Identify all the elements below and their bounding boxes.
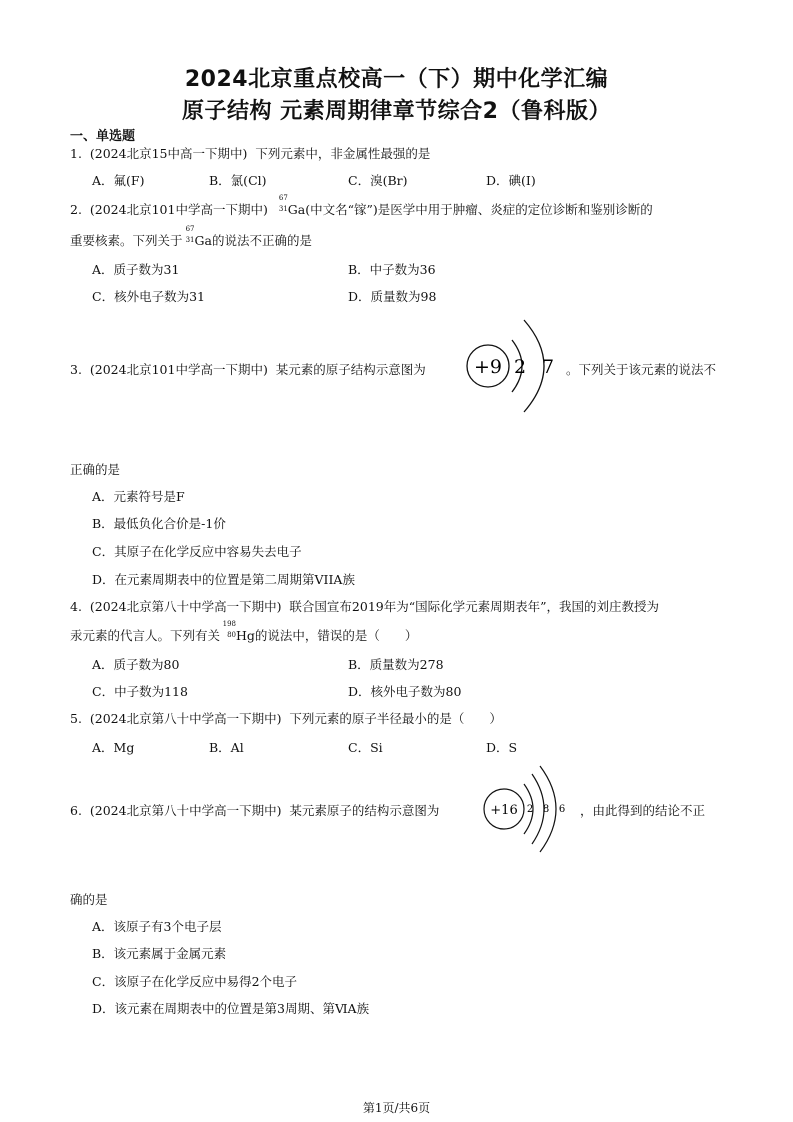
question-2-stem xyxy=(70,194,653,218)
element-symbol: Ga xyxy=(287,202,306,217)
q3-option-d[interactable]: D．在元素周期表中的位置是第二周期第VIIA族 xyxy=(92,572,355,587)
question-text: 某元素原子的结构示意图为 xyxy=(289,803,440,818)
q5-option-a[interactable]: A．Mg xyxy=(92,740,135,755)
isotope-notation: 67 31 xyxy=(185,225,195,244)
q4-option-c[interactable]: C．中子数为118 xyxy=(92,684,188,699)
question-number: 5. xyxy=(70,711,82,726)
q1-option-c[interactable]: C．溴(Br) xyxy=(348,173,408,188)
question-3-stem-cont: 。下列关于该元素的说法不 xyxy=(566,362,717,377)
question-number: 1. xyxy=(70,146,82,161)
q3-option-a[interactable]: A．元素符号是F xyxy=(92,489,185,504)
section-heading: 一、单选题 xyxy=(70,129,136,144)
question-number: 6. xyxy=(70,803,82,818)
question-source: (2024北京第八十中学高一下期中) xyxy=(89,803,282,818)
question-5-stem xyxy=(70,709,502,727)
q6-option-b[interactable]: B．该元素属于金属元素 xyxy=(92,946,227,961)
q1-option-d[interactable]: D．碘(I) xyxy=(486,173,536,188)
shell-electron-count: 2 xyxy=(526,804,534,815)
question-6-stem-end: 确的是 xyxy=(70,892,108,907)
element-symbol: Ga xyxy=(194,233,212,248)
question-1-stem xyxy=(70,144,430,162)
q2-option-b[interactable]: B．中子数为36 xyxy=(348,262,436,277)
shell-electron-count: 2 xyxy=(513,356,527,378)
nucleus-charge: +16 xyxy=(490,803,518,818)
question-2-stem-cont xyxy=(70,225,312,249)
nucleus-charge: +9 xyxy=(473,356,503,378)
question-text: 某元素的原子结构示意图为 xyxy=(275,362,426,377)
question-6-stem-cont: ，由此得到的结论不正 xyxy=(580,803,706,818)
q6-option-c[interactable]: C．该原子在化学反应中易得2个电子 xyxy=(92,974,298,989)
question-3-stem xyxy=(70,360,426,378)
question-text: 的说法中，错误的是（ ） xyxy=(254,628,418,643)
q4-option-d[interactable]: D．核外电子数为80 xyxy=(348,684,462,699)
title-line-2: 原子结构 元素周期律章节综合2（鲁科版） xyxy=(182,99,611,124)
title-line-1: 2024北京重点校高一（下）期中化学汇编 xyxy=(184,67,609,92)
atom-structure-diagram-s xyxy=(480,762,580,858)
q5-option-d[interactable]: D．S xyxy=(486,740,518,755)
question-6-stem xyxy=(70,801,439,819)
q4-option-a[interactable]: A．质子数为80 xyxy=(92,657,180,672)
question-text: 汞元素的代言人。下列有关 xyxy=(70,628,221,643)
question-number: 4. xyxy=(70,599,82,614)
question-text: 的说法不正确的是 xyxy=(211,233,312,248)
question-4-stem xyxy=(70,597,659,615)
atom-structure-diagram-f xyxy=(464,312,566,420)
shell-electron-count: 8 xyxy=(542,804,550,815)
question-number: 2. xyxy=(70,202,82,217)
q6-option-a[interactable]: A．该原子有3个电子层 xyxy=(92,919,222,934)
question-source: (2024北京101中学高一下期中) xyxy=(89,362,268,377)
page-footer: 第1页/共6页 xyxy=(362,1101,431,1115)
question-number: 3. xyxy=(70,362,82,377)
isotope-notation: 67 31 xyxy=(278,194,288,213)
question-4-stem-cont xyxy=(70,620,418,644)
q2-option-d[interactable]: D．质量数为98 xyxy=(348,289,437,304)
question-text: 联合国宣布2019年为“国际化学元素周期表年”，我国的刘庄教授为 xyxy=(289,599,660,614)
q3-option-c[interactable]: C．其原子在化学反应中容易失去电子 xyxy=(92,544,302,559)
q6-option-d[interactable]: D．该元素在周期表中的位置是第3周期、第ⅥA族 xyxy=(92,1001,370,1016)
q2-option-a[interactable]: A．质子数为31 xyxy=(92,262,180,277)
element-symbol: Hg xyxy=(236,628,255,643)
q1-option-b[interactable]: B．氯(Cl) xyxy=(209,173,267,188)
q2-option-c[interactable]: C．核外电子数为31 xyxy=(92,289,205,304)
shell-electron-count: 6 xyxy=(558,804,566,815)
question-source: (2024北京第八十中学高一下期中) xyxy=(89,599,282,614)
q3-option-b[interactable]: B．最低负化合价是-1价 xyxy=(92,516,226,531)
isotope-notation: 198 80 xyxy=(222,620,237,639)
question-source: (2024北京15中高一下期中) xyxy=(89,146,248,161)
question-source: (2024北京第八十中学高一下期中) xyxy=(89,711,282,726)
question-text: (中文名“镓”)是医学中用于肿瘤、炎症的定位诊断和鉴别诊断的 xyxy=(305,202,653,217)
q1-option-a[interactable]: A．氟(F) xyxy=(92,173,145,188)
question-3-stem-end: 正确的是 xyxy=(70,462,121,477)
question-source: (2024北京101中学高一下期中) xyxy=(89,202,268,217)
question-text: 下列元素的原子半径最小的是（ ） xyxy=(289,711,502,726)
question-text: 下列元素中，非金属性最强的是 xyxy=(255,146,431,161)
q4-option-b[interactable]: B．质量数为278 xyxy=(348,657,444,672)
q5-option-c[interactable]: C．Si xyxy=(348,740,383,755)
shell-electron-count: 7 xyxy=(541,356,555,378)
question-text: 重要核素。下列关于 xyxy=(70,233,183,248)
q5-option-b[interactable]: B．Al xyxy=(209,740,244,755)
